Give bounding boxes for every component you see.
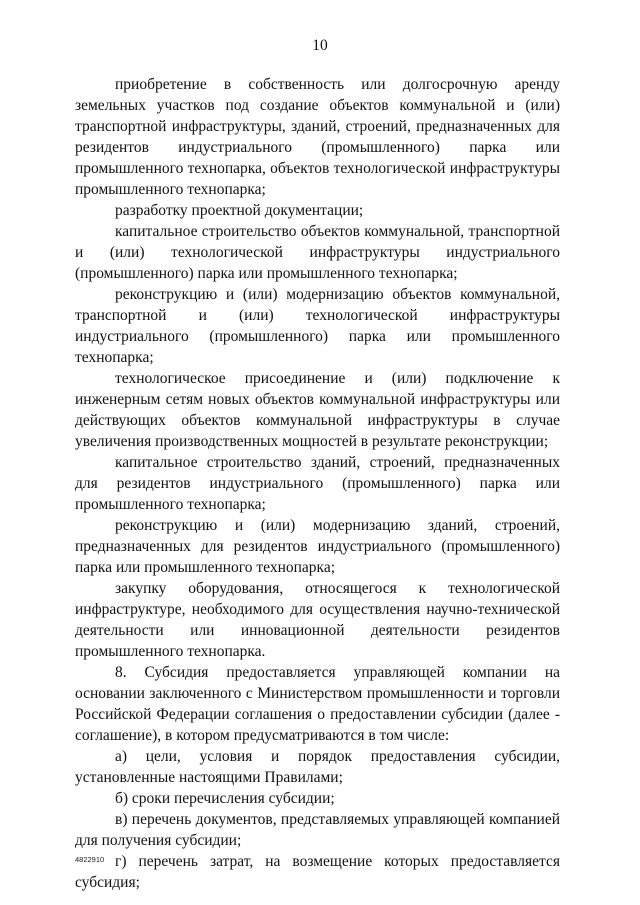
paragraph-infrastructure-reconstruction: реконструкцию и (или) модернизацию объектов коммунальной, транспортной и (или) технологической инфраструктуры индустриального (промышленного) парка или промышленного технопарка; [75, 286, 560, 366]
paragraph-infrastructure-construction: капитальное строительство объектов коммунальной, транспортной и (или) технологической инфраструктуры индустриального (промышленного) парка или промышленного технопарка; [75, 223, 560, 282]
page-number: 10 [312, 37, 328, 54]
document-id: 4822910 [75, 855, 105, 864]
paragraph-design-documentation: разработку проектной документации; [115, 202, 364, 219]
paragraph-buildings-construction: капитальное строительство зданий, строений, предназначенных для резидентов индустриального (промышленного) парка или промышленного технопарка; [75, 454, 560, 513]
paragraph-item-a: а) цели, условия и порядок предоставления субсидии, установленные настоящими Правилами; [75, 748, 560, 786]
paragraph-item-b: б) сроки перечисления субсидии; [115, 790, 335, 807]
paragraph-clause-8: 8. Субсидия предоставляется управляющей компании на основании заключенного с Министерством промышленности и торговли Российской Федерации соглашения о предоставлении субсидии (далее - соглашение), в котором предусматриваются в том числе: [75, 664, 560, 744]
document-body [75, 74, 560, 893]
paragraph-equipment-purchase: закупку оборудования, относящегося к технологической инфраструктуре, необходимого для осуществления научно-технической деятельности или инновационной деятельности резидентов промышленного технопарка. [75, 580, 560, 660]
paragraph-land-acquisition: приобретение в собственность или долгосрочную аренду земельных участков под создание объектов коммунальной и (или) транспортной инфраструктуры, зданий, строений, предназначенных для резидентов индустриального (промышленного) парка или промышленного технопарка, объектов технологической инфраструктуры промышленного технопарка; [75, 76, 560, 198]
paragraph-item-v: в) перечень документов, представляемых управляющей компанией для получения субсидии; [75, 811, 560, 849]
paragraph-buildings-reconstruction: реконструкцию и (или) модернизацию зданий, строений, предназначенных для резидентов индустриального (промышленного) парка или промышленного технопарка; [75, 517, 560, 576]
paragraph-item-g: г) перечень затрат, на возмещение которых предоставляется субсидия; [75, 853, 560, 891]
paragraph-engineering-connection: технологическое присоединение и (или) подключение к инженерным сетям новых объектов коммунальной инфраструктуры или действующих объектов коммунальной инфраструктуры в случае увеличения производственных мощностей в результате реконструкции; [75, 370, 560, 450]
